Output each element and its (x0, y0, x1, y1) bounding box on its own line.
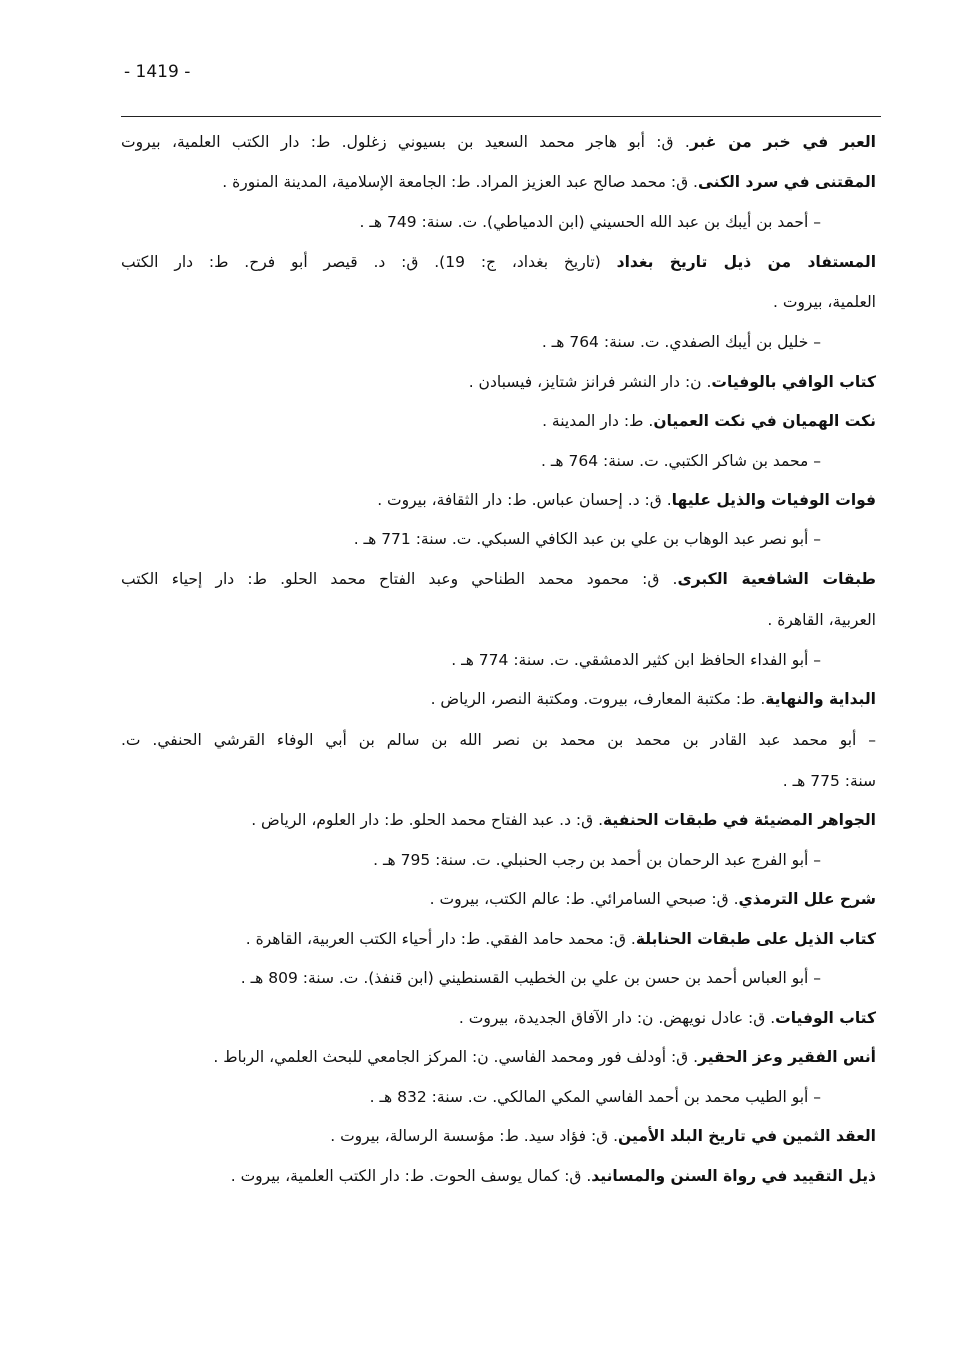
bibliography-entry: أنس الفقير وعز الحقير. ق: أودلف فور ومحمد الفاسي. ن: المركز الجامعي للبحث العلمي، الرباط . (213, 1048, 876, 1066)
author-line: – أبو العباس أحمد بن حسن بن علي بن الخطيب القسنطيني (ابن قنفذ). ت. سنة: 809 هـ . (240, 969, 821, 987)
author-line: – أبو الفداء الحافظ ابن كثير الدمشقي. ت. سنة: 774 هـ . (451, 651, 821, 669)
bibliography-entry: العبر في خبر من غبر. ق: أبو هاجر محمد السعيد بن بسيوني زغلول. ط: دار الكتب العلمية، بيروت (121, 133, 876, 151)
bibliography-entry: طبقات الشافعية الكبرى. ق: محمود محمد الطناحي وعبد الفتاح محمد الحلو. ط: دار إحياء الكتب (121, 570, 876, 588)
entry-continuation: العربية، القاهرة . (767, 611, 876, 629)
author-line: – أبو الطيب محمد بن أحمد الفاسي المكي المالكي. ت. سنة: 832 هـ . (369, 1088, 821, 1106)
bibliography-entry: نكت الهميان في نكت العميان. ط: دار المدينة . (542, 412, 876, 430)
bibliography-entry: فوات الوفيات والذيل عليها. ق: د. إحسان عباس. ط: دار الثقافة، بيروت . (377, 491, 876, 509)
bibliography-entry: الجواهر المضيئة في طبقات الحنفية. ق: د. عبد الفتاح محمد الحلو. ط: دار العلوم، الرياض . (251, 811, 876, 829)
bibliography-entry: كتاب الذيل على طبقات الحنابلة. ق: محمد حامد الفقي. ط: دار أحياء الكتب العربية، القاهرة . (245, 930, 876, 948)
bibliography-entry: المقتنى في سرد الكنى. ق: محمد صالح عبد العزيز المراد. ط: الجامعة الإسلامية، المدينة المنورة . (222, 173, 876, 191)
bibliography-entry: العقد الثمين في تاريخ البلد الأمين. ق: فؤاد سيد. ط: مؤسسة الرسالة، بيروت . (330, 1127, 876, 1145)
author-line: – أحمد بن أيبك بن عبد الله الحسيني (ابن الدمياطي). ت. سنة: 749 هـ . (359, 213, 821, 231)
entry-continuation: سنة: 775 هـ . (782, 772, 876, 790)
author-line: – أبو نصر عبد الوهاب بن علي بن عبد الكافي السبكي. ت. سنة: 771 هـ . (353, 530, 821, 548)
author-line: – أبو محمد عبد القادر بن محمد بن محمد بن نصر الله بن سالم بن أبي الوفاء القرشي الحنفي. ت. (121, 731, 876, 749)
bibliography-entry: شرح علل الترمذي. ق: صبحي السامرائي. ط: عالم الكتب، بيروت . (429, 890, 876, 908)
author-line: – محمد بن شاكر الكتبي. ت. سنة: 764 هـ . (541, 452, 821, 470)
author-line: – خليل بن أيبك الصفدي. ت. سنة: 764 هـ . (541, 333, 821, 351)
author-line: – أبو الفرج عبد الرحمان بن أحمد بن رجب الحنبلي. ت. سنة: 795 هـ . (373, 851, 821, 869)
bibliography-entry: البداية والنهاية. ط: مكتبة المعارف، بيروت. ومكتبة النصر، الرياض . (430, 690, 876, 708)
bibliography-entry: كتاب الوفيات. ق: عادل نويهض. ن: دار الآفاق الجديدة، بيروت . (458, 1009, 876, 1027)
bibliography-list (121, 0, 876, 1369)
bibliography-entry: ذيل التقييد في رواة السنن والمسانيد. ق: كمال يوسف الحوت. ط: دار الكتب العلمية، بيروت . (230, 1167, 876, 1185)
bibliography-entry: كتاب الوافي بالوفيات. ن: دار النشر فرانز شتايز، فيسبادن . (468, 373, 876, 391)
entry-continuation: العلمية، بيروت . (773, 293, 876, 311)
page-number: - 1419 - (124, 62, 191, 82)
bibliography-entry: المستفاد من ذيل تاريخ بغداد (تاريخ بغداد، ج: 19). ق: د. قيصر أبو فرح. ط: دار الكتب (121, 253, 877, 271)
